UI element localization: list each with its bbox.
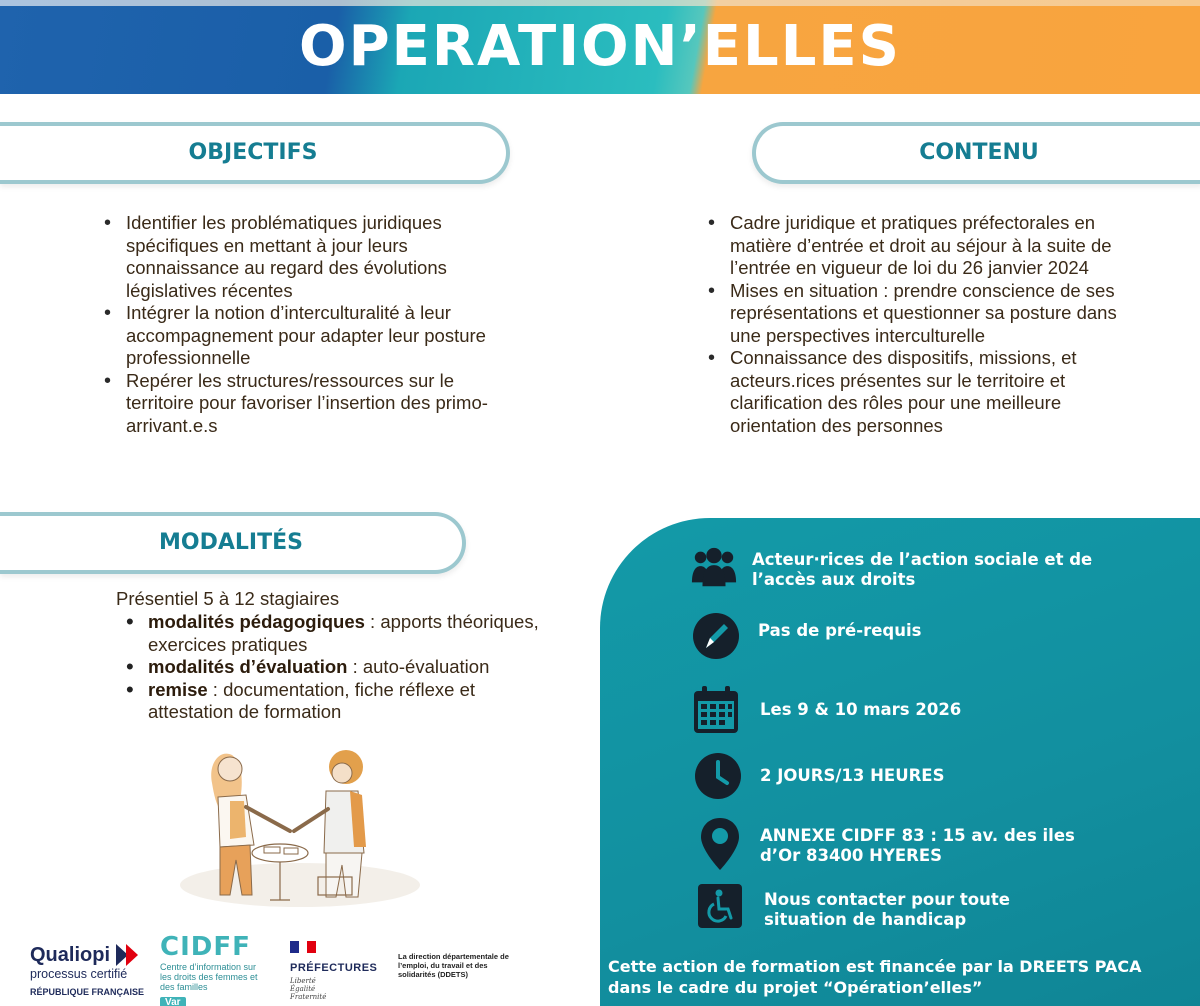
objectifs-heading-pill (0, 122, 510, 184)
item-text: : auto-évaluation (347, 656, 490, 677)
cidff-logo (160, 932, 270, 1006)
header-banner (0, 0, 1200, 94)
pen-icon (692, 612, 740, 660)
contenu-heading-pill (752, 122, 1200, 184)
banner-top-stripe (0, 0, 1200, 6)
cidff-subtitle: Centre d’information sur les droits des femmes et des familles (160, 962, 258, 992)
public-text: Acteur·rices de l’action sociale et de l’accès aux droits (752, 550, 1093, 589)
partner-logos (0, 924, 600, 1006)
people-icon (690, 544, 738, 592)
list-item: • Repérer les structures/ressources sur le territoire pour favoriser l’insertion des primo-arrivant.e.s (98, 370, 518, 438)
handicap-row (696, 882, 744, 930)
item-label: modalités pédagogiques (148, 611, 365, 632)
ddets-text: La direction départementale de l’emploi, du travail et des solidarités (DDETS) (398, 952, 509, 979)
item-text: : documentation, fiche réflexe et attestation de formation (148, 678, 476, 722)
qualiopi-name: Qualiopi (30, 943, 110, 966)
duree-text: 2 JOURS/13 HEURES (760, 766, 945, 785)
contenu-heading: CONTENU (919, 140, 1039, 165)
handicap-text: Nous contacter pour toute situation de handicap (764, 890, 1010, 929)
modalites-list (124, 611, 564, 724)
dates-text: Les 9 & 10 mars 2026 (760, 700, 962, 719)
list-item: • Mises en situation : prendre conscience de ses représentations et questionner sa posture dans une perspectives interculturelle (702, 280, 1132, 348)
qualiopi-logo (30, 942, 144, 997)
page-title: OPERATION’ELLES (298, 14, 901, 79)
prerequis-text: Pas de pré-requis (758, 621, 922, 640)
wheelchair-icon (696, 882, 744, 930)
item-label: modalités d’évaluation (148, 656, 348, 677)
prerequis-row (692, 612, 740, 660)
lieu-text: ANNEXE CIDFF 83 : 15 av. des iles d’Or 83400 HYERES (760, 826, 1075, 865)
list-item (124, 679, 564, 724)
modalites-heading: MODALITÉS (159, 530, 303, 555)
qualiopi-arrows-icon (114, 942, 142, 968)
prefectures-name: PRÉFECTURES (290, 962, 378, 974)
location-pin-icon (696, 816, 744, 872)
prefectures-motto: Liberté Égalité Fraternité (290, 977, 327, 1001)
modalites-intro: Présentiel 5 à 12 stagiaires (116, 588, 340, 609)
qualiopi-subtitle: processus certifié (30, 967, 128, 981)
cidff-dept: Var (160, 997, 186, 1006)
list-item: • Cadre juridique et pratiques préfectorales en matière d’entrée et droit au séjour à la suite de l’entrée en vigueur de loi du 26 janvier 2024 (702, 212, 1132, 280)
list-item (124, 656, 564, 679)
modalites-heading-pill (0, 512, 466, 574)
objectifs-heading: OBJECTIFS (188, 140, 318, 165)
lieu-row (696, 816, 744, 872)
list-item: • Identifier les problématiques juridiques spécifiques en mettant à jour leurs connaissance au regard des évolutions législatives récentes (98, 212, 518, 302)
dates-row (692, 686, 740, 734)
prefectures-logo (290, 940, 377, 1001)
funding-note: Cette action de formation est financée par la DREETS PACA dans le cadre du projet “Opération’elles” (608, 957, 1142, 997)
list-item (124, 611, 564, 656)
clock-icon (694, 752, 742, 800)
public-row (690, 544, 738, 592)
item-text: : apports théoriques, exercices pratiques (148, 611, 539, 655)
list-item: • Intégrer la notion d’interculturalité à leur accompagnement pour adapter leur posture professionnelle (98, 302, 518, 370)
objectifs-list (98, 212, 518, 437)
list-item: • Connaissance des dispositifs, missions, et acteurs.rices présentes sur le territoire et clarification des rôles pour une meilleure orientation des personnes (702, 347, 1132, 437)
duree-row (694, 752, 742, 800)
calendar-icon (692, 686, 740, 734)
french-flag-icon (290, 941, 316, 953)
cidff-name: CIDFF (160, 932, 251, 962)
handshake-illustration (150, 735, 450, 910)
contenu-list (702, 212, 1132, 437)
item-label: remise (148, 678, 208, 700)
republique-francaise: RÉPUBLIQUE FRANÇAISE (30, 987, 145, 997)
